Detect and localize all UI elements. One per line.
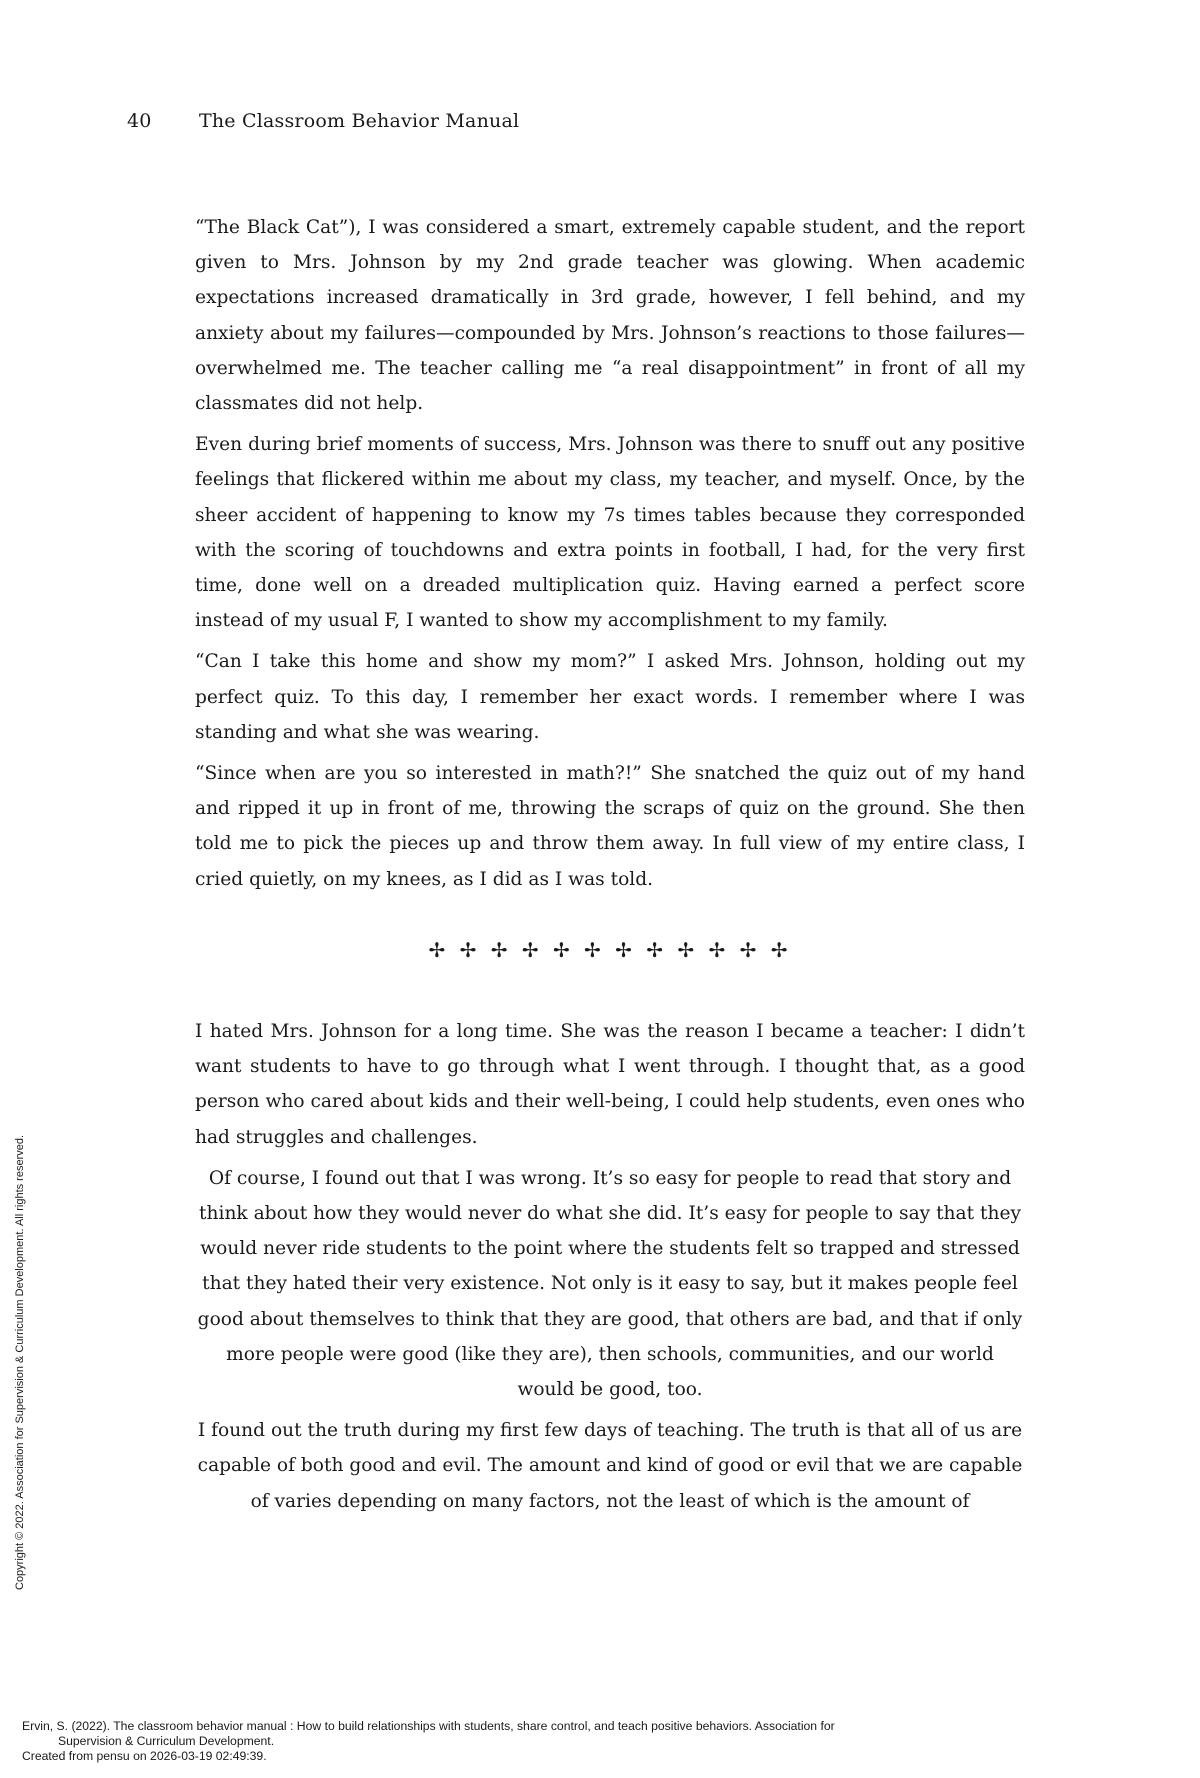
paragraph: I hated Mrs. Johnson for a long time. She was the reason I became a teacher: I didn’t want students to have to go through what I went through. I thought that, as a good person who cared about kids and their well-being, I could help students, even ones who had struggles and challenges.	[195, 1021, 1025, 1148]
section-break-ornament: ✢ ✢ ✢ ✢ ✢ ✢ ✢ ✢ ✢ ✢ ✢ ✢	[428, 938, 792, 962]
page-header	[127, 110, 519, 132]
paragraph: “The Black Cat”), I was considered a smart, extremely capable student, and the report given to Mrs. Johnson by my 2nd grade teacher was glowing. When academic expectations increased dramatically in 3rd grade, however, I fell behind, and my anxiety about my failures—compounded by Mrs. Johnson’s reactions to those failures—overwhelmed me. The teacher calling me “a real disappointment” in front of all my classmates did not help.	[195, 217, 1025, 415]
page-number: 40	[127, 110, 152, 132]
body-section-1	[195, 210, 1025, 903]
paragraph: Even during brief moments of success, Mrs. Johnson was there to snuff out any positive feelings that flickered within me about my class, my teacher, and myself. Once, by the sheer accident of happening to know my 7s times tables because they corresponded with the scoring of touchdowns and extra points in football, I had, for the very first time, done well on a dreaded multiplication quiz. Having earned a perfect score instead of my usual F, I wanted to show my accomplishment to my family.	[195, 434, 1025, 632]
citation-line: Supervision & Curriculum Development.	[58, 1734, 275, 1748]
paragraph: I found out the truth during my first few days of teaching. The truth is that all of us are capable of both good and evil. The amount and kind of good or evil that we are capable of varies depending on many factors, not the least of which is the amount of	[197, 1420, 1023, 1512]
citation-line: Ervin, S. (2022). The classroom behavior manual : How to build relationships with students, share control, and teach positive behaviors. Association for	[22, 1719, 835, 1733]
running-title: The Classroom Behavior Manual	[199, 110, 520, 132]
paragraph: Of course, I found out that I was wrong. It’s so easy for people to read that story and think about how they would never do what she did. It’s easy for people to say that they would never ride students to the point where the students felt so trapped and stressed that they hated their very existence. Not only is it easy to say, but it makes people feel good about themselves to think that they are good, that others are bad, and that if only more people were good (like they are), then schools, communities, and our world would be good, too.	[197, 1167, 1023, 1401]
citation-footer	[22, 1719, 1022, 1764]
paragraph: “Can I take this home and show my mom?” I asked Mrs. Johnson, holding out my perfect quiz. To this day, I remember her exact words. I remember where I was standing and what she was wearing.	[195, 651, 1025, 743]
citation-created: Created from pensu on 2026-03-19 02:49:39.	[22, 1749, 267, 1763]
copyright-notice: Copyright © 2022. Association for Supervision & Curriculum Development. All rights reserved.	[14, 1134, 26, 1590]
body-section-2	[195, 1014, 1025, 1525]
paragraph: “Since when are you so interested in math?!” She snatched the quiz out of my hand and ripped it up in front of me, throwing the scraps of quiz on the ground. She then told me to pick the pieces up and throw them away. In full view of my entire class, I cried quietly, on my knees, as I did as I was told.	[195, 763, 1025, 890]
